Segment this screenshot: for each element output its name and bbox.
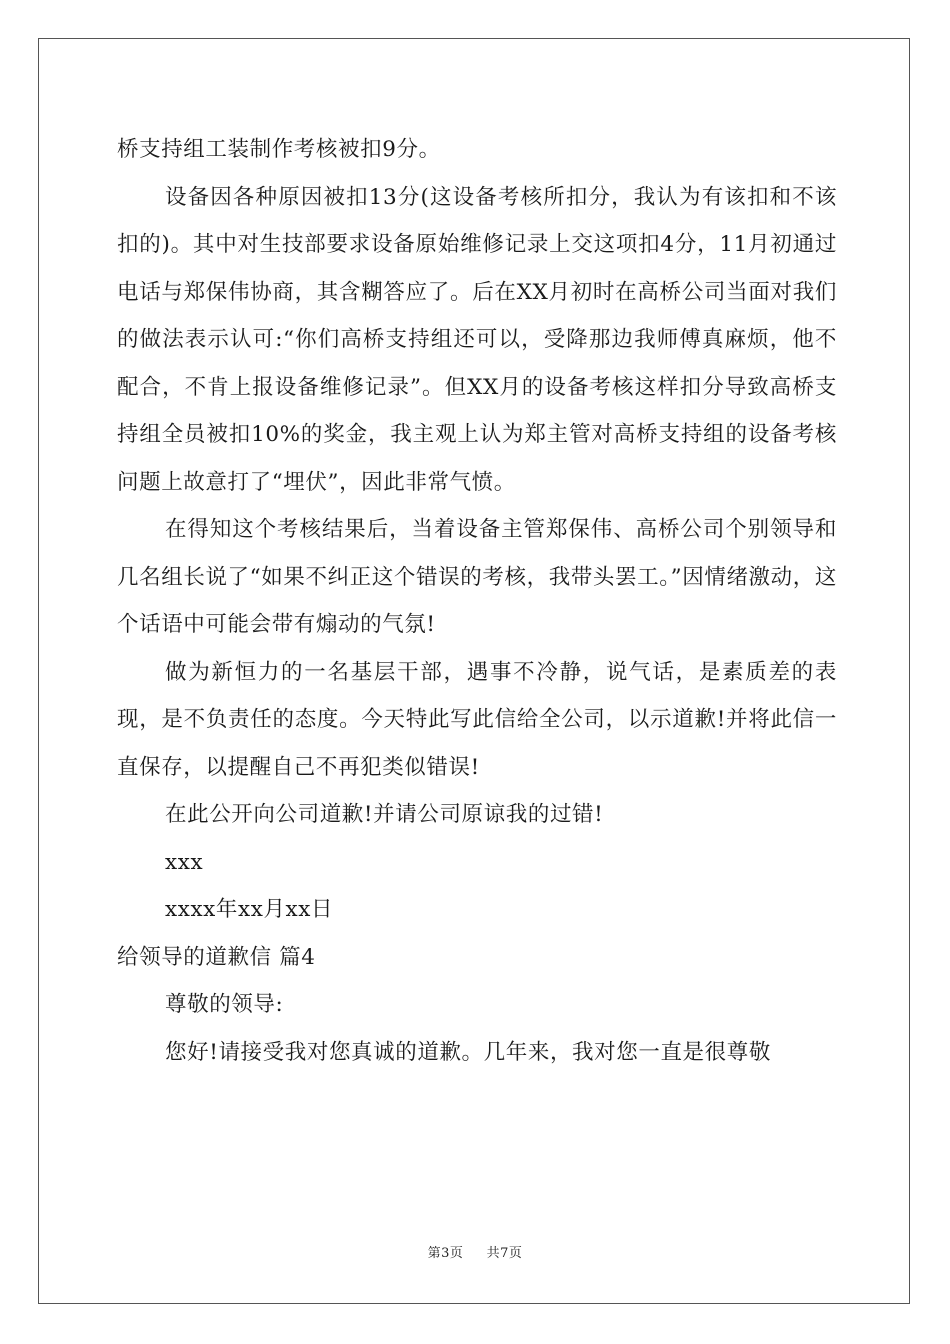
paragraph-2: 在得知这个考核结果后，当着设备主管郑保伟、高桥公司个别领导和几名组长说了“如果不纠正这个错误的考核，我带头罢工。”因情绪激动，这个话语中可能会带有煽动的气氛! (117, 517, 837, 637)
paragraph-9: 您好!请接受我对您真诚的道歉。几年来，我对您一直是很尊敬 (165, 1039, 771, 1065)
section-heading: 给领导的道歉信 篇4 (117, 944, 316, 970)
page-number: 第3页 (427, 1246, 464, 1261)
signature-name: xxx (165, 849, 204, 875)
paragraph-0: 桥支持组工装制作考核被扣9分。 (117, 137, 441, 162)
paragraph-3: 做为新恒力的一名基层干部，遇事不冷静，说气话，是素质差的表现，是不负责任的态度。今天特此写此信给全公司，以示道歉!并将此信一直保存，以提醒自己不再犯类似错误! (117, 659, 837, 780)
paragraph-4: 在此公开向公司道歉!并请公司原谅我的过错! (165, 802, 604, 827)
page-footer (0, 1242, 950, 1261)
salutation: 尊敬的领导: (165, 992, 284, 1017)
signature-date: xxxx年xx月xx日 (165, 897, 334, 922)
page-total: 共7页 (486, 1246, 523, 1261)
paragraph-1: 设备因各种原因被扣13分(这设备考核所扣分，我认为有该扣和不该扣的)。其中对生技部要求设备原始维修记录上交这项扣4分，11月初通过电话与郑保伟协商，其含糊答应了。后在XX月初时在高桥公司当面对我们的做法表示认可:“你们高桥支持组还可以，受降那边我师傅真麻烦，他不配合，不肯上报设备维修记录”。但XX月的设备考核这样扣分导致高桥支持组全员被扣10%的奖金，我主观上认为郑主管对高桥支持组的设备考核问题上故意打了“埋伏”，因此非常气愤。 (117, 184, 837, 495)
document-body (117, 126, 837, 1076)
